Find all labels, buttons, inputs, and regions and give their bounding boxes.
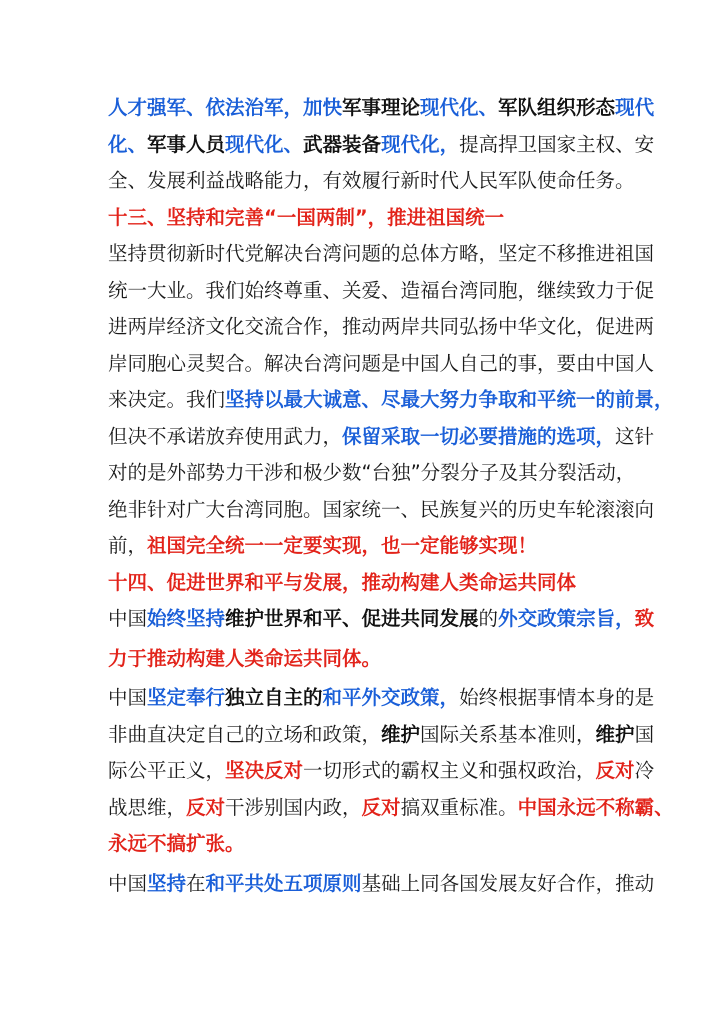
black-bold-span: 军事人员 — [147, 132, 226, 156]
black-bold-span: 军队组织形态 — [498, 96, 616, 119]
text-span: 际公平正义， — [108, 759, 226, 782]
text-span: 干涉别国内政， — [225, 795, 362, 819]
text-line — [108, 127, 655, 164]
text-span: 前， — [108, 534, 148, 557]
text-span: 国际关系基本准则， — [420, 722, 596, 746]
red-bold-span: 中国永远不称霸、 — [517, 795, 674, 819]
blue-bold-span: 和平外交政策， — [322, 686, 460, 709]
heading-text: 十四、促进世界和平与发展，推动构建人类命运共同体 — [108, 570, 577, 594]
section-heading — [108, 200, 618, 237]
text-span: 冷 — [634, 759, 655, 782]
text-line — [108, 273, 655, 310]
blue-bold-span: 保留采取一切必要措施的选项， — [342, 424, 616, 448]
blue-bold-span: 坚持以最大诚意、尽最大努力争取和平统一的前景， — [225, 388, 674, 411]
blue-bold-span: 和平共处五项原则 — [205, 871, 362, 895]
section-heading — [108, 565, 618, 602]
red-bold-span: 祖国完全统一一定要实现，也一定能够实现！ — [147, 534, 538, 557]
text-span: 中国 — [108, 871, 148, 895]
blue-bold-span: 坚持 — [147, 871, 187, 895]
text-span: 中国 — [108, 607, 148, 630]
text-line — [108, 826, 618, 863]
text-span: 在 — [186, 871, 206, 895]
text-span: 对的是外部势力干涉和极少数“台独”分裂分子及其分裂活动， — [108, 461, 636, 484]
text-span: 坚持贯彻新时代党解决台湾问题的总体方略，坚定不移推进祖国 — [108, 242, 655, 265]
red-bold-span: 坚决反对 — [225, 759, 304, 782]
text-line — [108, 90, 655, 127]
text-line — [108, 790, 674, 827]
red-bold-span: 力于推动构建人类命运共同体。 — [108, 646, 382, 670]
text-span: 非曲直决定自己的立场和政策， — [108, 722, 382, 746]
document-body — [108, 90, 674, 902]
text-span: 进两岸经济文化交流合作，推动两岸共同弘扬中华文化，促进两 — [108, 315, 655, 338]
text-line — [108, 455, 636, 492]
black-bold-span: 武器装备 — [303, 132, 382, 156]
text-line — [108, 680, 655, 717]
text-line — [108, 528, 618, 565]
text-span: 中国 — [108, 686, 148, 709]
text-span: 提高捍卫国家主权、安 — [459, 132, 655, 156]
black-bold-span: 维护 — [595, 722, 635, 746]
red-bold-span: 致 — [634, 607, 655, 630]
text-line — [108, 717, 655, 754]
text-line — [108, 753, 655, 790]
blue-bold-span: 化、 — [108, 132, 148, 156]
heading-text: 十三、坚持和完善“一国两制”，推进祖国统一 — [108, 205, 505, 229]
black-bold-span: 军事理论 — [342, 96, 421, 119]
text-line — [108, 346, 655, 383]
text-line — [108, 309, 655, 346]
text-line — [108, 866, 655, 903]
red-bold-span: 反对 — [595, 759, 635, 782]
text-span: 绝非针对广大台湾同胞。国家统一、民族复兴的历史车轮滚滚向 — [108, 497, 655, 521]
text-span: 一切形式的霸权主义和强权政治， — [303, 759, 596, 782]
text-line — [108, 382, 674, 419]
text-span: 搞双重标准。 — [400, 795, 518, 819]
text-span: 战思维， — [108, 795, 187, 819]
red-bold-span: 永远不搞扩张。 — [108, 832, 245, 855]
text-span: 基础上同各国发展友好合作，推动 — [361, 871, 655, 895]
black-bold-span: 维护 — [381, 722, 421, 746]
black-bold-span: 维护世界和平、促进共同发展 — [225, 607, 479, 630]
text-line — [108, 601, 655, 638]
red-bold-span: 反对 — [186, 795, 226, 819]
text-span: 岸同胞心灵契合。解决台湾问题是中国人自己的事，要由中国人 — [108, 351, 655, 375]
text-span: 始终根据事情本身的是 — [459, 686, 655, 709]
text-span: 但决不承诺放弃使用武力， — [108, 424, 343, 448]
text-line — [108, 641, 618, 678]
text-line — [108, 163, 635, 200]
blue-bold-span: 外交政策宗旨， — [498, 607, 635, 630]
text-line — [108, 419, 655, 456]
blue-bold-span: 坚定奉行 — [147, 686, 226, 709]
text-line — [108, 492, 655, 529]
text-span: 来决定。我们 — [108, 388, 226, 411]
black-bold-span: 独立自主的 — [225, 686, 323, 709]
text-span: 的 — [478, 607, 499, 630]
blue-bold-span: 始终坚持 — [147, 607, 226, 630]
blue-bold-span: 现代 — [615, 96, 655, 119]
blue-bold-span: 现代化、 — [420, 96, 499, 119]
blue-bold-span: 现代化， — [381, 132, 460, 156]
text-span: 国 — [634, 722, 655, 746]
red-bold-span: 反对 — [361, 795, 401, 819]
text-span: 全、发展利益战略能力，有效履行新时代人民军队使命任务。 — [108, 169, 635, 192]
text-span: 统一大业。我们始终尊重、关爱、造福台湾同胞，继续致力于促 — [108, 278, 655, 302]
blue-bold-span: 现代化、 — [225, 132, 304, 156]
blue-bold-span: 人才强军、依法治军，加快 — [108, 96, 343, 119]
text-line — [108, 236, 655, 273]
text-span: 这针 — [615, 424, 655, 448]
